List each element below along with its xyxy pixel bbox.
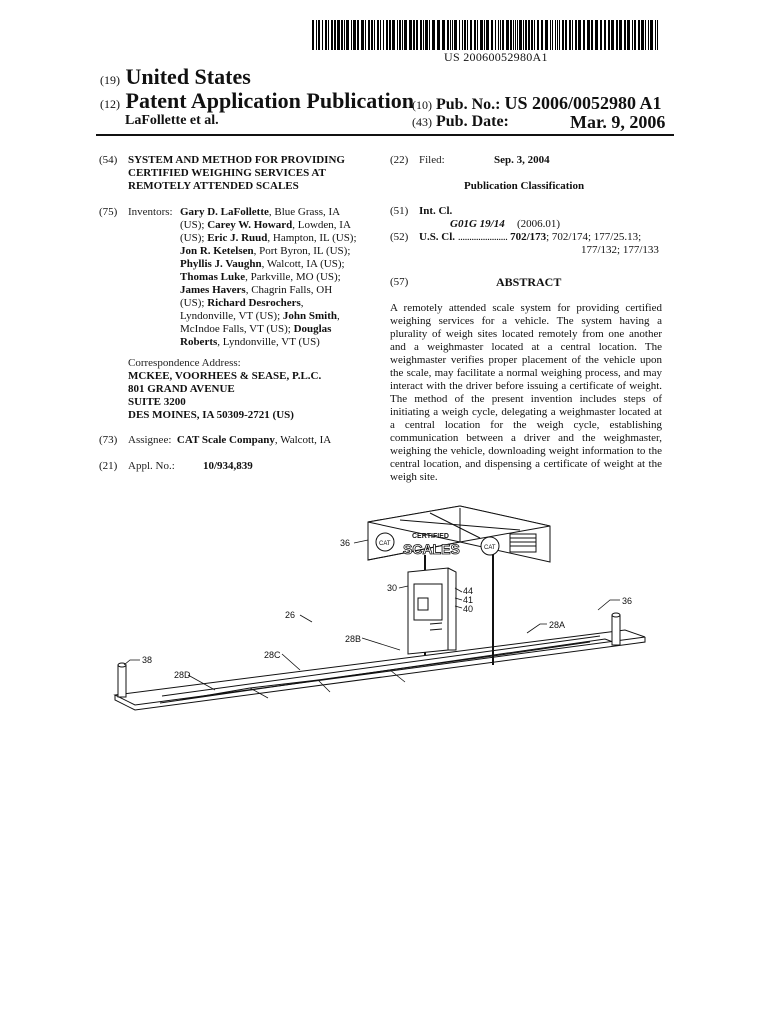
barcode-bar: [467, 20, 468, 50]
ref-38: 38: [142, 655, 153, 665]
ref-40: 40: [463, 604, 474, 614]
barcode-bar: [371, 20, 373, 50]
sign-certified: CERTIFIED: [412, 533, 449, 540]
pub-date-line: [412, 113, 509, 131]
barcode-bar: [409, 20, 412, 50]
patent-figure: [100, 500, 660, 720]
inventors-label: Inventors:: [128, 206, 173, 218]
barcode-bar: [552, 20, 553, 50]
barcode-bar: [641, 20, 644, 50]
country-heading: [100, 64, 251, 90]
barcode-number: US 20060052980A1: [444, 50, 548, 64]
barcode-bar: [322, 20, 323, 50]
assignee-line: [128, 434, 331, 447]
intcl-inid: (51): [390, 205, 409, 217]
abstract-inid: (57): [390, 276, 409, 288]
barcode-bar: [386, 20, 388, 50]
barcode-bar: [608, 20, 610, 50]
barcode-bar: [515, 20, 516, 50]
barcode-bar: [341, 20, 343, 50]
barcode-bar: [486, 20, 489, 50]
barcode-bar: [328, 20, 329, 50]
barcode: [312, 20, 664, 50]
abstract-text: A remotely attended scale system for providing certified weighing services for a vehicle. The system having a plurality of weigh sites located remotely from one another and a weighmaster located at a central location. The weighmaster verifies proper placement of the vehicle upon the scale, may facilitate a normal weighing process, and may interact with the driver before issuing a certificate of weight. The method of the present invention includes steps of initiating a weigh cycle, delegating a weighmaster located at a central location for the weigh cycle, establishing communication between a driver and the weighmaster, weighing the vehicle, downloading weight information to the central location, and dispensing a certificate of weight at the weigh site.: [390, 302, 662, 483]
correspondence-line: SUITE 3200: [128, 396, 186, 408]
uscl-line-2: 177/132; 177/133: [581, 244, 659, 256]
invention-title: [128, 154, 345, 193]
barcode-bar: [447, 20, 449, 50]
barcode-bar: [634, 20, 636, 50]
barcode-bar: [484, 20, 485, 50]
barcode-bar: [392, 20, 395, 50]
pub-date-label: Pub. Date:: [436, 113, 509, 130]
title-inid: (54): [99, 154, 118, 166]
barcode-bar: [316, 20, 317, 50]
bollard-left: [118, 663, 126, 697]
inventor-line: McIndoe Falls, VT (US); Douglas: [180, 323, 332, 335]
barcode-bar: [474, 20, 476, 50]
scale-platform: [115, 630, 645, 710]
intcl-label: Int. Cl.: [419, 205, 453, 217]
barcode-bar: [510, 20, 512, 50]
barcode-bar: [423, 20, 424, 50]
barcode-bar: [380, 20, 381, 50]
pub-date-value: Mar. 9, 2006: [570, 112, 666, 132]
inventor-line: (US); Carey W. Howard, Lowden, IA: [180, 219, 351, 231]
correspondence-line: DES MOINES, IA 50309-2721 (US): [128, 409, 294, 421]
inventors-inid: (75): [99, 206, 118, 218]
barcode-bar: [550, 20, 551, 50]
barcode-bar: [337, 20, 340, 50]
barcode-bar: [616, 20, 618, 50]
appl-inid: (21): [99, 460, 118, 472]
assignee-inid: (73): [99, 434, 118, 446]
barcode-bar: [442, 20, 445, 50]
barcode-bar: [346, 20, 349, 50]
correspondence-label: Correspondence Address:: [128, 357, 241, 369]
barcode-bar: [464, 20, 466, 50]
barcode-bar: [575, 20, 577, 50]
barcode-bar: [459, 20, 460, 50]
barcode-bar: [470, 20, 472, 50]
barcode-bar: [587, 20, 590, 50]
pub-number-line: [412, 93, 661, 114]
assignee-label: Assignee:: [128, 434, 172, 446]
barcode-bar: [624, 20, 626, 50]
barcode-bar: [413, 20, 415, 50]
uscl-inid: (52): [390, 231, 409, 243]
barcode-bar: [506, 20, 509, 50]
correspondence-block: [128, 357, 321, 422]
barcode-bar: [611, 20, 614, 50]
sign-scales: SCALES: [403, 541, 460, 557]
barcode-bar: [519, 20, 522, 50]
bollard-right: [612, 613, 620, 645]
barcode-bar: [425, 20, 428, 50]
inventor-line: (US); Eric J. Ruud, Hampton, IL (US);: [180, 232, 357, 244]
barcode-bar: [402, 20, 403, 50]
barcode-bar: [480, 20, 483, 50]
inventors-list: [180, 206, 380, 349]
barcode-bar: [452, 20, 453, 50]
publication-type: Patent Application Publication: [125, 88, 414, 113]
header-rule: [96, 134, 674, 136]
barcode-bar: [351, 20, 352, 50]
barcode-bar: [604, 20, 606, 50]
pub-no-value: US 2006/0052980 A1: [504, 93, 662, 113]
barcode-bar: [450, 20, 451, 50]
barcode-bar: [541, 20, 543, 50]
barcode-bar: [420, 20, 422, 50]
barcode-bar: [462, 20, 463, 50]
barcode-bar: [517, 20, 518, 50]
inventor-line: Roberts, Lyndonville, VT (US): [180, 336, 320, 348]
barcode-bar: [562, 20, 564, 50]
barcode-bar: [595, 20, 598, 50]
uscl-line: [419, 231, 641, 244]
barcode-bar: [657, 20, 658, 50]
barcode-bar: [383, 20, 384, 50]
barcode-bar: [523, 20, 524, 50]
barcode-bar: [572, 20, 573, 50]
barcode-bar: [353, 20, 356, 50]
barcode-bar: [416, 20, 418, 50]
barcode-bar: [361, 20, 364, 50]
uscl-rest: ; 702/174; 177/25.13;: [546, 231, 642, 243]
barcode-bar: [650, 20, 653, 50]
barcode-bar: [334, 20, 336, 50]
country-inid: (19): [100, 73, 120, 87]
inventor-line: Jon R. Ketelsen, Port Byron, IL (US);: [180, 245, 351, 257]
intcl-year: (2006.01): [517, 218, 561, 230]
inventor-line: Phyllis J. Vaughn, Walcott, IA (US);: [180, 258, 345, 270]
appl-label: Appl. No.:: [128, 460, 175, 472]
barcode-bar: [397, 20, 398, 50]
barcode-bar: [591, 20, 593, 50]
barcode-bar: [344, 20, 345, 50]
publication-type-heading: [100, 88, 414, 114]
uscl-main: 702/173: [510, 231, 547, 243]
uscl-leader: ......................: [457, 231, 508, 243]
barcode-bar: [645, 20, 646, 50]
ref-36-left: 36: [340, 538, 351, 548]
barcode-bar: [648, 20, 649, 50]
filed-date: Sep. 3, 2004: [494, 154, 550, 166]
barcode-bar: [368, 20, 370, 50]
inventor-line: James Havers, Chagrin Falls, OH: [180, 284, 333, 296]
inventor-line: Lyndonville, VT (US); John Smith,: [180, 310, 340, 322]
barcode-bar: [500, 20, 501, 50]
barcode-bar: [545, 20, 548, 50]
barcode-bar: [531, 20, 533, 50]
barcode-bar: [513, 20, 514, 50]
barcode-bar: [365, 20, 366, 50]
barcode-bar: [389, 20, 391, 50]
barcode-bar: [534, 20, 535, 50]
ref-28d: 28D: [174, 670, 191, 680]
barcode-bar: [632, 20, 633, 50]
barcode-bar: [655, 20, 656, 50]
barcode-bar: [565, 20, 567, 50]
filed-label: Filed:: [419, 154, 445, 166]
barcode-bar: [569, 20, 571, 50]
kiosk-terminal: [408, 568, 456, 654]
country-name: United States: [125, 64, 251, 89]
inventor-line: (US); Richard Desrochers,: [180, 297, 304, 309]
pub-no-label: Pub. No.:: [436, 96, 501, 113]
barcode-bar: [502, 20, 504, 50]
inventor-line: Gary D. LaFollette, Blue Grass, IA: [180, 206, 341, 218]
title-line: SYSTEM AND METHOD FOR PROVIDING: [128, 154, 345, 166]
pub-no-inid: (10): [412, 98, 432, 112]
ref-36-right: 36: [622, 596, 633, 606]
correspondence-line: 801 GRAND AVENUE: [128, 383, 235, 395]
barcode-bar: [477, 20, 478, 50]
intcl-code: G01G 19/14: [450, 218, 505, 230]
barcode-bar: [437, 20, 440, 50]
cat-logo-right: CAT: [484, 545, 496, 551]
barcode-bar: [525, 20, 527, 50]
barcode-bar: [312, 20, 314, 50]
barcode-bar: [432, 20, 435, 50]
barcode-bar: [537, 20, 539, 50]
barcode-bar: [627, 20, 630, 50]
barcode-bar: [495, 20, 496, 50]
appl-number: 10/934,839: [203, 460, 253, 472]
inventor-line: Thomas Luke, Parkville, MO (US);: [180, 271, 341, 283]
barcode-bar: [528, 20, 530, 50]
type-inid: (12): [100, 97, 120, 111]
title-line: CERTIFIED WEIGHING SERVICES AT: [128, 167, 326, 179]
barcode-bar: [318, 20, 320, 50]
barcode-bar: [583, 20, 585, 50]
barcode-bar: [429, 20, 430, 50]
barcode-bar: [325, 20, 327, 50]
barcode-bar: [600, 20, 602, 50]
barcode-bar: [491, 20, 493, 50]
ref-41: 41: [463, 595, 474, 605]
barcode-bar: [374, 20, 375, 50]
filed-inid: (22): [390, 154, 409, 166]
barcode-bar: [557, 20, 558, 50]
ref-28b: 28B: [345, 634, 362, 644]
ref-28c: 28C: [264, 650, 281, 660]
barcode-bar: [559, 20, 560, 50]
barcode-bar: [498, 20, 499, 50]
barcode-bar: [454, 20, 457, 50]
barcode-bar: [404, 20, 407, 50]
barcode-bar: [399, 20, 401, 50]
publication-classification: Publication Classification: [464, 180, 585, 192]
barcode-bar: [619, 20, 622, 50]
ref-26: 26: [285, 610, 296, 620]
ref-28a: 28A: [549, 620, 566, 630]
barcode-bar: [331, 20, 333, 50]
barcode-bar: [638, 20, 640, 50]
barcode-bar: [555, 20, 556, 50]
assignee-location: , Walcott, IA: [274, 434, 332, 446]
ref-30: 30: [387, 583, 398, 593]
barcode-bar: [377, 20, 379, 50]
title-line: REMOTELY ATTENDED SCALES: [128, 180, 299, 192]
authors: LaFollette et al.: [125, 113, 219, 128]
pub-date-inid: (43): [412, 115, 432, 129]
uscl-label: U.S. Cl.: [419, 231, 456, 243]
barcode-bar: [357, 20, 359, 50]
abstract-heading: ABSTRACT: [496, 275, 562, 289]
barcode-bar: [578, 20, 581, 50]
correspondence-line: MCKEE, VOORHEES & SEASE, P.L.C.: [128, 370, 322, 382]
assignee-name: CAT Scale Company: [176, 434, 275, 446]
ref-44: 44: [463, 586, 474, 596]
cat-logo-left: CAT: [379, 541, 391, 547]
